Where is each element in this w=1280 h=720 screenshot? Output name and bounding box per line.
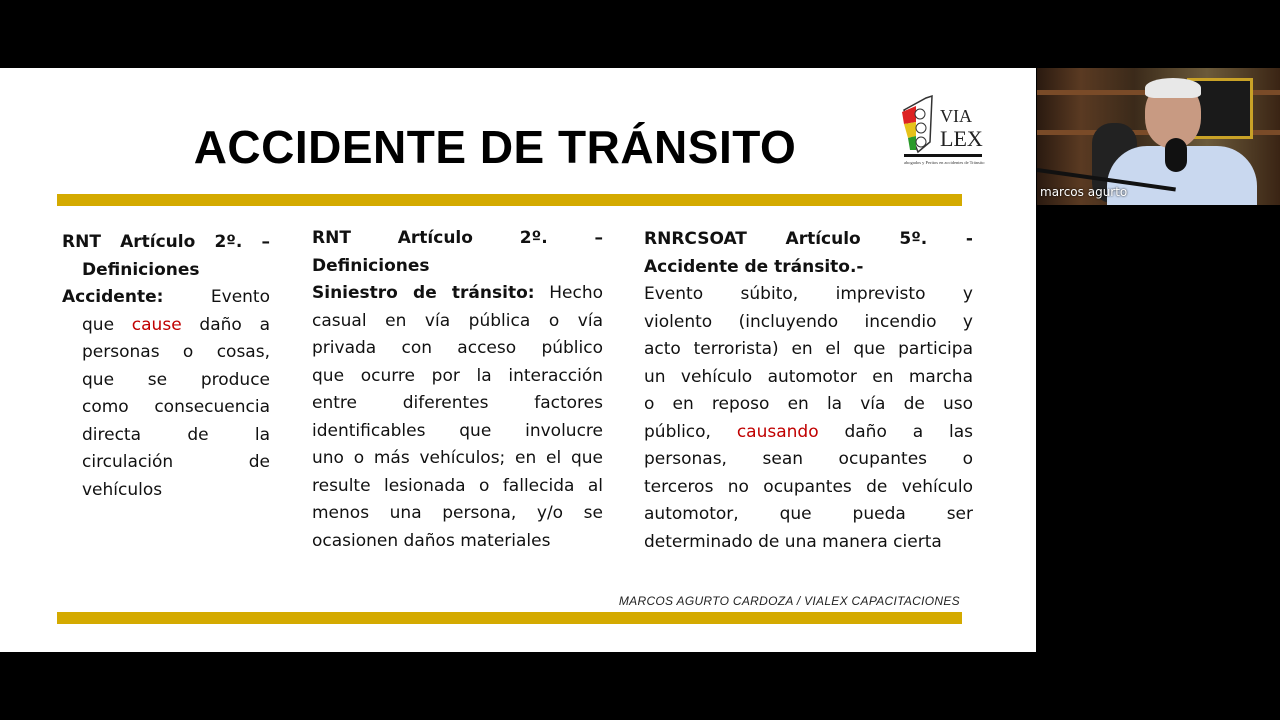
svg-text:VIA: VIA [940, 106, 972, 126]
definition-line: vehículos [82, 479, 163, 500]
definition-line: Siniestro de tránsito: Hecho [312, 283, 604, 303]
webcam-video-tile[interactable] [1037, 68, 1280, 205]
title-underline-bar [57, 194, 962, 206]
participant-hair [1145, 78, 1201, 98]
slide-title: ACCIDENTE DE TRÁNSITO [193, 121, 797, 173]
definition-line: como consecuencia [82, 397, 270, 417]
column-heading: RNT Artículo 2º. – [62, 232, 270, 252]
highlighted-word: cause [131, 314, 182, 335]
definition-line: automotor, que pueda ser [644, 504, 973, 524]
definition-line: terceros no ocupantes de vehículo [644, 476, 973, 497]
svg-text:abogados y Peritos en accident: abogados y Peritos en accidentes de Tránsito [904, 160, 985, 165]
highlighted-word: causando [736, 421, 819, 442]
definition-line: resulte lesionada o fallecida al [312, 475, 603, 496]
column-heading: Definiciones [82, 259, 200, 280]
definition-line: casual en vía pública o vía [312, 310, 603, 331]
term-label: Accidente: [62, 287, 164, 307]
participant-name-label: marcos agurto [1040, 185, 1128, 199]
definition-column-rnt-accidente [62, 229, 270, 504]
definition-line: Accidente: Evento [62, 287, 270, 307]
definition-line: ocasionen daños materiales [312, 530, 551, 551]
definition-line: o en reposo en la vía de uso [644, 394, 973, 414]
presentation-slide [0, 68, 1036, 652]
definition-line: personas, sean ocupantes o [644, 449, 973, 469]
term-label: Siniestro de tránsito: [312, 283, 535, 303]
footer-bar [57, 612, 962, 624]
definition-line: Evento súbito, imprevisto y [644, 284, 973, 304]
definition-line: acto terrorista) en el que participa [644, 339, 973, 359]
definition-column-rnt-siniestro [312, 225, 603, 555]
column-heading: Accidente de tránsito.- [644, 256, 864, 277]
svg-text:LEX: LEX [940, 126, 983, 151]
column-heading: Definiciones [312, 255, 430, 276]
definition-line: uno o más vehículos; en el que [312, 448, 603, 468]
definition-line: circulación de [82, 452, 270, 472]
slide-footer-credit: MARCOS AGURTO CARDOZA / VIALEX CAPACITACIONES [618, 594, 960, 608]
definition-line: violento (incluyendo incendio y [644, 311, 973, 332]
definition-line: directa de la [82, 424, 270, 445]
microphone-icon [1165, 138, 1187, 172]
definition-line: público, causando daño a las [644, 421, 974, 442]
definition-line: determinado de una manera cierta [644, 531, 942, 552]
column-heading: RNT Artículo 2º. – [312, 228, 603, 248]
definition-line: personas o cosas, [82, 342, 270, 362]
definition-line: privada con acceso público [312, 338, 603, 358]
definition-column-rnrcsoat [644, 226, 973, 556]
definition-line: entre diferentes factores [312, 393, 603, 413]
definition-line: un vehículo automotor en marcha [644, 366, 973, 387]
definition-line: que se produce [82, 369, 270, 390]
definition-line: menos una persona, y/o se [312, 503, 603, 523]
definition-line: que ocurre por la interacción [312, 365, 603, 386]
definition-line: que cause daño a [82, 314, 270, 335]
column-heading: RNRCSOAT Artículo 5º. - [644, 229, 973, 249]
definition-line: identificables que involucre [312, 420, 603, 441]
